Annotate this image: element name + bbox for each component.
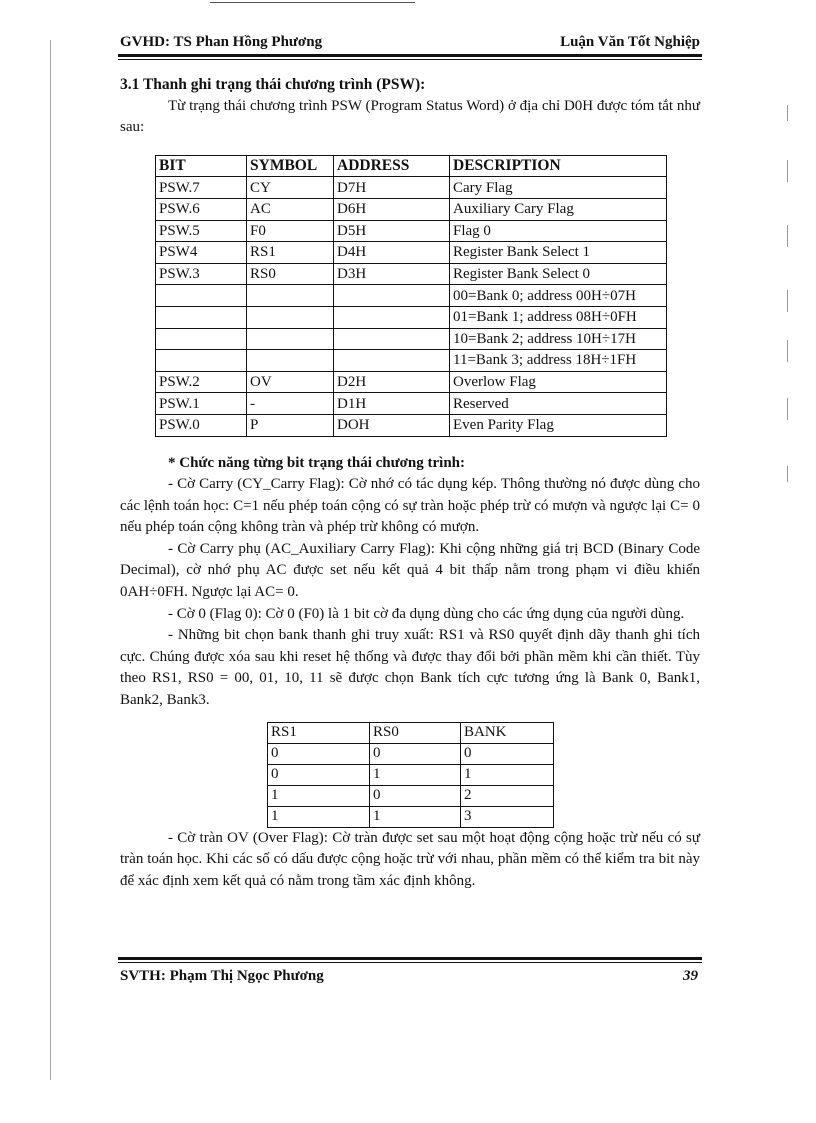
table-cell: Flag 0 — [450, 220, 667, 242]
table-row — [156, 414, 667, 436]
table-cell: D3H — [334, 263, 450, 285]
table-cell: P — [247, 414, 334, 436]
table-cell: RS0 — [247, 263, 334, 285]
table-cell: 1 — [268, 785, 370, 806]
scan-tick — [787, 160, 788, 182]
table-row — [268, 743, 554, 764]
page-number: 39 — [683, 968, 698, 984]
table-cell: 0 — [268, 764, 370, 785]
table-cell: D4H — [334, 242, 450, 264]
table-cell: AC — [247, 198, 334, 220]
table-cell: 11=Bank 3; address 18H÷1FH — [450, 350, 667, 372]
table-row — [156, 285, 667, 307]
table-cell: 1 — [461, 764, 554, 785]
table-cell: D1H — [334, 393, 450, 415]
table-cell: PSW.7 — [156, 177, 247, 199]
table-cell: Register Bank Select 1 — [450, 242, 667, 264]
table-cell: - — [247, 393, 334, 415]
table-cell — [156, 350, 247, 372]
table-cell: OV — [247, 371, 334, 393]
table-cell: 2 — [461, 785, 554, 806]
table-cell — [334, 328, 450, 350]
table-cell: D5H — [334, 220, 450, 242]
psw-table — [155, 155, 667, 437]
table-cell: 1 — [268, 806, 370, 827]
table-cell — [334, 306, 450, 328]
functions-heading: * Chức năng từng bit trạng thái chương trình: — [168, 454, 466, 471]
table-cell: Cary Flag — [450, 177, 667, 199]
carry-paragraph: - Cờ Carry (CY_Carry Flag): Cờ nhớ có tác dụng kép. Thông thường nó được dùng cho các lệnh toán học: C=1 nếu phép toán cộng có sự tràn hoặc phép trừ có mượn và ngược lại C= 0 nếu phép toán cộng không tràn và phép trừ không có mượn. — [120, 476, 700, 536]
scan-edge-top — [210, 2, 415, 3]
overflow-paragraph: - Cờ tràn OV (Over Flag): Cờ tràn được set sau một hoạt động cộng hoặc trừ nếu có sự tràn toán học. Khi các số có dấu được cộng hoặc trừ với nhau, phần mềm có thể kiểm tra bit này để xác định xem kết quả có nằm trong tầm xác định không. — [120, 829, 700, 889]
table-cell: 0 — [370, 785, 461, 806]
table-cell — [334, 285, 450, 307]
table-cell — [156, 285, 247, 307]
table-cell: PSW.0 — [156, 414, 247, 436]
table-cell: 0 — [370, 743, 461, 764]
scan-tick — [787, 466, 788, 482]
table-cell: PSW.2 — [156, 371, 247, 393]
table-cell: 00=Bank 0; address 00H÷07H — [450, 285, 667, 307]
table-cell: Auxiliary Cary Flag — [450, 198, 667, 220]
table-row — [268, 785, 554, 806]
header-divider — [118, 54, 702, 57]
table-cell: RS1 — [247, 242, 334, 264]
header-supervisor: GVHD: TS Phan Hồng Phương — [120, 34, 323, 50]
scan-tick — [787, 105, 788, 121]
bank-table — [267, 722, 554, 828]
table-cell: 3 — [461, 806, 554, 827]
table-cell: PSW.6 — [156, 198, 247, 220]
bank-col-rs0: RS0 — [370, 722, 461, 743]
table-cell: 1 — [370, 806, 461, 827]
scan-edge-left — [50, 40, 51, 1080]
table-cell: PSW.5 — [156, 220, 247, 242]
footer-divider-thin — [118, 962, 702, 963]
table-cell — [247, 350, 334, 372]
psw-col-address: ADDRESS — [334, 155, 450, 177]
psw-col-description: DESCRIPTION — [450, 155, 667, 177]
psw-table-header-row — [156, 155, 667, 177]
intro-paragraph: Từ trạng thái chương trình PSW (Program Status Word) ở địa chỉ D0H được tóm tắt như sau: — [120, 97, 700, 136]
header-doc-type: Luận Văn Tốt Nghiệp — [560, 34, 700, 50]
table-row — [156, 350, 667, 372]
table-cell: D6H — [334, 198, 450, 220]
table-cell: 01=Bank 1; address 08H÷0FH — [450, 306, 667, 328]
scan-tick — [787, 340, 788, 362]
psw-col-symbol: SYMBOL — [247, 155, 334, 177]
table-cell: 10=Bank 2; address 10H÷17H — [450, 328, 667, 350]
table-cell: PSW.3 — [156, 263, 247, 285]
table-cell: Reserved — [450, 393, 667, 415]
table-row — [156, 220, 667, 242]
page-content — [120, 74, 700, 892]
table-cell — [247, 306, 334, 328]
footer-author: SVTH: Phạm Thị Ngọc Phương — [120, 968, 324, 984]
table-row — [156, 328, 667, 350]
psw-col-bit: BIT — [156, 155, 247, 177]
table-cell: D2H — [334, 371, 450, 393]
aux-carry-paragraph: - Cờ Carry phụ (AC_Auxiliary Carry Flag): Khi cộng những giá trị BCD (Binary Code Decimal), cờ nhớ phụ AC được set nếu kết quả 4 bit thấp nằm trong phạm vi điều khiển 0AH÷0FH. Ngược lại AC= 0. — [120, 540, 700, 601]
table-cell: CY — [247, 177, 334, 199]
table-cell: DOH — [334, 414, 450, 436]
scan-tick — [787, 398, 788, 420]
table-row — [268, 764, 554, 785]
table-cell — [156, 306, 247, 328]
table-cell: F0 — [247, 220, 334, 242]
table-cell: Register Bank Select 0 — [450, 263, 667, 285]
table-row — [156, 306, 667, 328]
table-cell: PSW.1 — [156, 393, 247, 415]
bank-select-paragraph: - Những bit chọn bank thanh ghi truy xuất: RS1 và RS0 quyết định dãy thanh ghi tích cực. Chúng được xóa sau khi reset hệ thống và được thay đổi bởi phần mềm khi cần thiết. Tùy theo RS1, RS0 = 00, 01, 10, 11 sẽ được chọn Bank tích cực tương ứng là Bank 0, Bank1, Bank2, Bank3. — [120, 627, 700, 709]
table-row — [268, 806, 554, 827]
scan-tick — [787, 225, 788, 247]
table-cell — [247, 328, 334, 350]
footer-divider — [118, 957, 702, 960]
scan-tick — [787, 290, 788, 312]
table-cell — [334, 350, 450, 372]
table-cell: 0 — [268, 743, 370, 764]
table-cell: 1 — [370, 764, 461, 785]
table-cell — [156, 328, 247, 350]
table-cell: Overlow Flag — [450, 371, 667, 393]
table-row — [156, 177, 667, 199]
table-cell: PSW4 — [156, 242, 247, 264]
bank-col-bank: BANK — [461, 722, 554, 743]
header-divider-thin — [118, 59, 702, 60]
table-row — [156, 198, 667, 220]
table-cell: Even Parity Flag — [450, 414, 667, 436]
table-row — [156, 371, 667, 393]
flag0-paragraph: - Cờ 0 (Flag 0): Cờ 0 (F0) là 1 bit cờ đa dụng dùng cho các ứng dụng của người dùng. — [168, 605, 685, 622]
table-cell: D7H — [334, 177, 450, 199]
table-row — [156, 263, 667, 285]
bank-col-rs1: RS1 — [268, 722, 370, 743]
table-row — [156, 242, 667, 264]
table-cell — [247, 285, 334, 307]
page-header — [120, 34, 700, 54]
section-title: 3.1 Thanh ghi trạng thái chương trình (PSW): — [120, 76, 426, 93]
table-row — [156, 393, 667, 415]
bank-table-header-row — [268, 722, 554, 743]
table-cell: 0 — [461, 743, 554, 764]
